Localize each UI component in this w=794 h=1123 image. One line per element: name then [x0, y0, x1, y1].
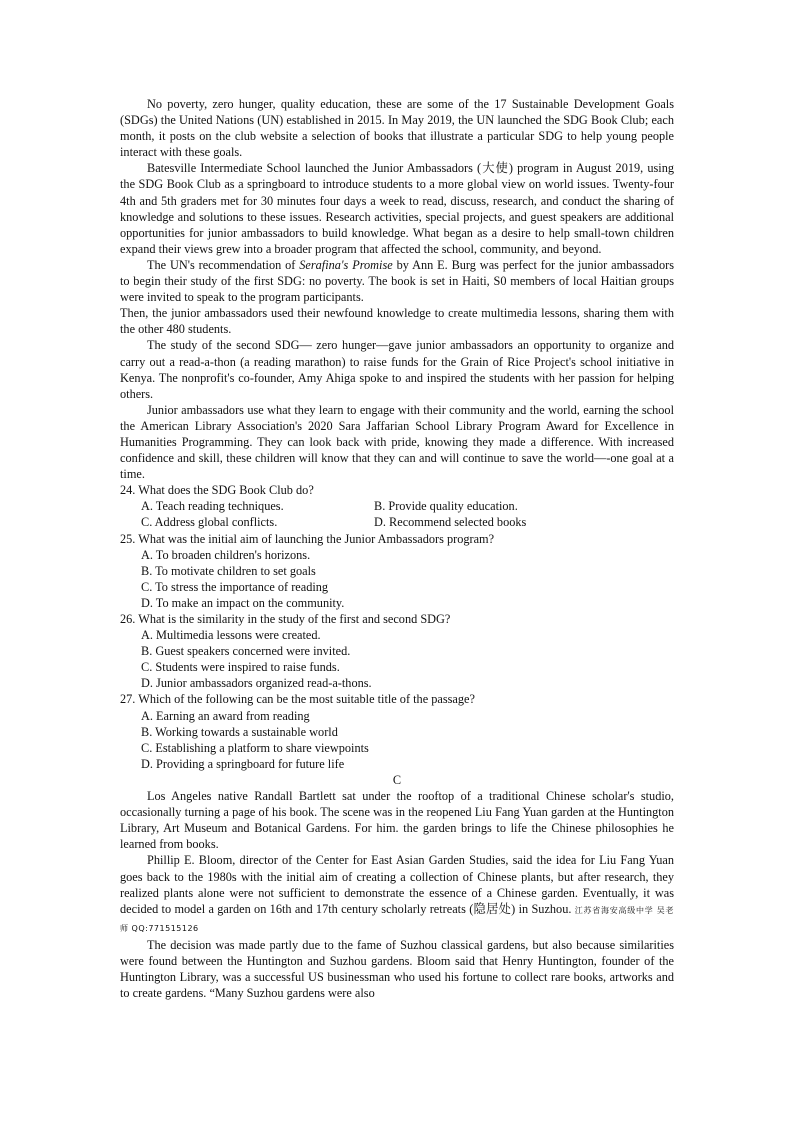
option: D. To make an impact on the community.	[141, 595, 345, 610]
paragraph: The study of the second SDG— zero hunger—gave junior ambassadors an opportunity to organize and carry out a read-a-thon (a reading marathon) to raise funds for the Grain of Rice Project's school initiative in Kenya. The nonprofit's co-founder, Amy Ahiga spoke to and inspired the students with her passion for helping others.	[120, 338, 674, 401]
option: C. To stress the importance of reading	[141, 579, 329, 594]
option: D. Providing a springboard for future life	[141, 756, 345, 771]
question-stem: 25. What was the initial aim of launching the Junior Ambassadors program?	[120, 531, 495, 546]
question-stem: 26. What is the similarity in the study of the first and second SDG?	[120, 612, 451, 626]
paragraph: No poverty, zero hunger, quality education, these are some of the 17 Sustainable Development Goals (SDGs) the United Nations (UN) established in 2015. In May 2019, the UN launched the SDG Book Club; each month, it posts on the club website a selection of books that illustrate a particular SDG to help young people interact with these goals.	[120, 97, 674, 160]
question-stem: 27. Which of the following can be the most suitable title of the passage?	[120, 692, 475, 707]
paragraph: The decision was made partly due to the fame of Suzhou classical gardens, but also because similarities were found between the Huntington and Suzhou gardens. Bloom said that Henry Huntington, founder of the Huntington Library, was a successful US businessman who used his fortune to collect rare books, artworks and to create gardens. “Many Suzhou gardens were also	[120, 937, 674, 1001]
question-27	[120, 691, 674, 771]
text: by Ann E. Burg was perfect for the junior ambassadors to begin their study of the first SDG: no poverty. The book is set in Haiti, S0 members of local Haitian groups were invited to speak to the program participants.	[120, 257, 674, 305]
option: C. Address global conflicts.	[141, 515, 278, 530]
option: A. Teach reading techniques.	[141, 499, 284, 514]
question-24	[120, 482, 674, 530]
option-row	[141, 514, 674, 530]
book-title: Serafina's Promise	[299, 257, 393, 272]
paragraph	[120, 852, 674, 936]
option: B. Guest speakers concerned were invited.	[141, 644, 351, 659]
document-page	[120, 96, 674, 1001]
option: A. To broaden children's horizons.	[141, 547, 311, 562]
paragraph: Then, the junior ambassadors used their newfound knowledge to create multimedia lessons, sharing them with the other 480 students.	[120, 306, 674, 337]
option: D. Junior ambassadors organized read-a-thons.	[141, 676, 372, 691]
option: B. To motivate children to set goals	[141, 563, 316, 578]
option: B. Working towards a sustainable world	[141, 724, 338, 739]
option: B. Provide quality education.	[374, 499, 518, 514]
option: C. Students were inspired to raise funds.	[141, 660, 340, 675]
watermark-note: 江苏省海安高级中学 吴老师 QQ:771515126	[120, 905, 674, 933]
option: A. Earning an award from reading	[141, 708, 310, 723]
option: D. Recommend selected books	[374, 515, 527, 530]
question-26	[120, 611, 674, 691]
option: C. Establishing a platform to share viewpoints	[141, 740, 369, 755]
text: The UN's recommendation of	[147, 257, 300, 272]
paragraph: Batesville Intermediate School launched the Junior Ambassadors (大使) program in August 2019, using the SDG Book Club as a springboard to introduce students to a more global view on world issues. Twenty-four 4th and 5th graders met for 30 minutes four days a week to read, discuss, research, and conduct the sharing of knowledge and solutions to these issues. Research activities, special projects, and guest speakers are additional opportunities for junior ambassadors to build knowledge. What began as a desire to help small-town children expand their views grew into a broader program that affected the school, community, and beyond.	[120, 161, 674, 256]
paragraph: Junior ambassadors use what they learn to engage with their community and the world, earning the school the American Library Association's 2020 Sara Jaffarian School Library Program Award for Excellence in Humanities Programming. They can look back with pride, knowing they made a difference. With increased confidence and skill, these children will know that they can and will continue to save the world—-one goal at a time.	[120, 402, 674, 482]
question-25	[120, 531, 674, 611]
paragraph: Los Angeles native Randall Bartlett sat under the rooftop of a traditional Chinese scholar's studio, occasionally turning a page of his book. The scene was in the reopened Liu Fang Yuan garden at the Huntington Library, Art Museum and Botanical Gardens. For him. the garden brings to life the Chinese philosophies he learned from books.	[120, 789, 674, 852]
paragraph	[120, 257, 674, 305]
option: A. Multimedia lessons were created.	[141, 628, 321, 643]
section-label: C	[392, 772, 402, 787]
option-row	[141, 498, 674, 514]
text: Phillip E. Bloom, director of the Center for East Asian Garden Studies, said the idea for Liu Fang Yuan goes back to the 1980s with the initial aim of creating a collection of Chinese plants, but after research, they realized plants alone were not sufficient to demonstrate the essence of a Chinese garden. Eventually, it was decided to model a garden on 16th and 17th century scholarly retreats (隐居处) in Suzhou.	[120, 853, 674, 916]
question-stem: 24. What does the SDG Book Club do?	[120, 483, 314, 498]
